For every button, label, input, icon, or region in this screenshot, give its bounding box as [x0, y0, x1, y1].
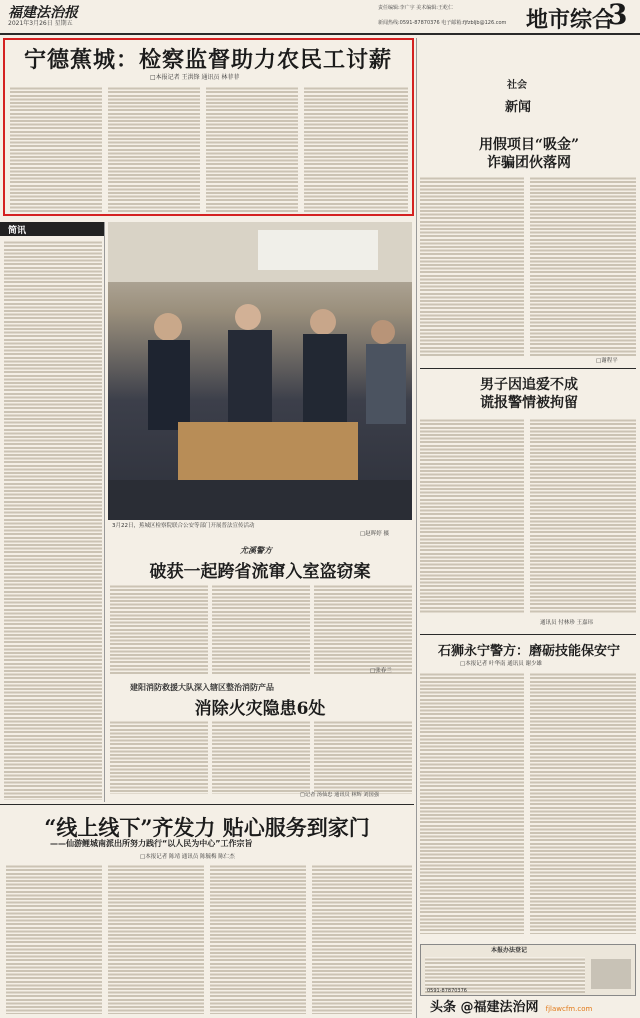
footer-ad	[420, 944, 636, 996]
photo-caption: 3月22日，蕉城区检察院联合公安等部门开展普法宣传活动	[112, 523, 255, 529]
watermark	[430, 996, 636, 1016]
mid-kicker: 尤溪警方	[240, 546, 272, 555]
briefs-divider	[104, 222, 105, 802]
rbox1-headline-1: 用假项目“吸金”	[478, 137, 580, 153]
mid-byline: □张春兰	[370, 668, 392, 674]
right-column-divider	[416, 38, 417, 1018]
rbox2-headline-2: 谎报警情被拘留	[480, 395, 578, 411]
photo-illustration	[108, 222, 412, 520]
footer-ad-title: 本报办法登记	[491, 947, 528, 954]
page-number: 3	[608, 0, 628, 31]
stone-col-2	[530, 672, 636, 934]
bottom-headline: “线上线下”齐发力 贴心服务到家门	[44, 815, 370, 840]
footer-ad-logo	[591, 959, 631, 989]
photo-credit: □赵晖婷 摄	[360, 531, 389, 537]
briefs-title: 简讯	[8, 226, 27, 236]
rbox2-headline-1: 男子因追爱不成	[480, 377, 578, 393]
editor-line: 责任编辑:李广宇 美术编辑:王屹仁	[378, 5, 453, 11]
stone-headline: 石狮永宁警方：磨砺技能保安宁	[437, 644, 620, 659]
lead-col-1	[10, 86, 102, 212]
bottom-subhead: ——仙游鲤城南派出所努力践行“以人民为中心”工作宗旨	[50, 839, 253, 848]
lead-col-2	[108, 86, 200, 212]
hotline: 新闻热线:0591-87870376 电子邮箱:fjfzbljb@126.com	[378, 20, 507, 26]
masthead	[0, 0, 640, 34]
fire-headline: 消除火灾隐患6处	[194, 699, 326, 719]
bottom-col-1	[6, 864, 102, 1014]
fire-byline: □记者 汤仙忠 通讯员 林辉 刘国强	[300, 792, 379, 798]
lead-headline: 宁德蕉城：检察监督助力农民工讨薪	[23, 47, 392, 73]
stone-col-1	[420, 672, 524, 934]
bottom-col-2	[108, 864, 204, 1014]
social-tag-text: 社会	[507, 80, 527, 91]
briefs-text	[4, 240, 102, 800]
rbox2-byline: 通讯员 付林珍 王嘉玮	[540, 620, 593, 626]
section-title: 地市综合	[526, 7, 615, 33]
rbox2-rule	[420, 368, 636, 369]
masthead-rule	[0, 33, 640, 35]
stone-rule	[420, 634, 636, 635]
lead-col-4	[304, 86, 408, 212]
rbox2-col-1	[420, 418, 524, 614]
fire-col-2	[212, 720, 310, 794]
mid-col-1	[110, 584, 208, 674]
stone-byline: □本报记者 叶华南 通讯员 谢少雄	[460, 661, 542, 667]
mid-col-2	[212, 584, 310, 674]
bottom-byline: □本报记者 陈靖 通讯员 陈毓梅 陈仁杰	[140, 854, 235, 860]
lead-col-3	[206, 86, 298, 212]
fire-col-3	[314, 720, 412, 794]
rbox2-col-2	[530, 418, 636, 614]
news-photo	[108, 222, 412, 520]
rbox1-col-2	[530, 176, 636, 356]
bottom-col-4	[312, 864, 412, 1014]
lead-byline: □本报记者 王洪锋 通讯员 林菲菲	[150, 74, 240, 81]
rbox1-headline-2: 诈骗团伙落网	[487, 155, 571, 171]
rbox1-col-1	[420, 176, 524, 356]
watermark-text: 头条 @福建法治网	[430, 1000, 539, 1015]
date-line: 2021年3月26日 星期五	[8, 20, 73, 27]
footer-ad-phone: 0591-87870376	[427, 988, 467, 994]
mid-col-3	[314, 584, 412, 674]
watermark-site: fjlawcfm.com	[545, 1005, 593, 1013]
fire-col-1	[110, 720, 208, 794]
fire-kicker: 建阳消防救援大队深入辖区整治消防产品	[130, 683, 274, 692]
bottom-col-3	[210, 864, 306, 1014]
social-news-tag	[495, 76, 555, 116]
paper-logo: 福建法治报	[8, 5, 78, 21]
news-tag-text: 新闻	[505, 100, 532, 115]
rbox1-byline: □谢程平	[596, 358, 618, 364]
mid-headline: 破获一起跨省流窜入室盗窃案	[149, 562, 371, 582]
bottom-rule	[0, 804, 414, 805]
